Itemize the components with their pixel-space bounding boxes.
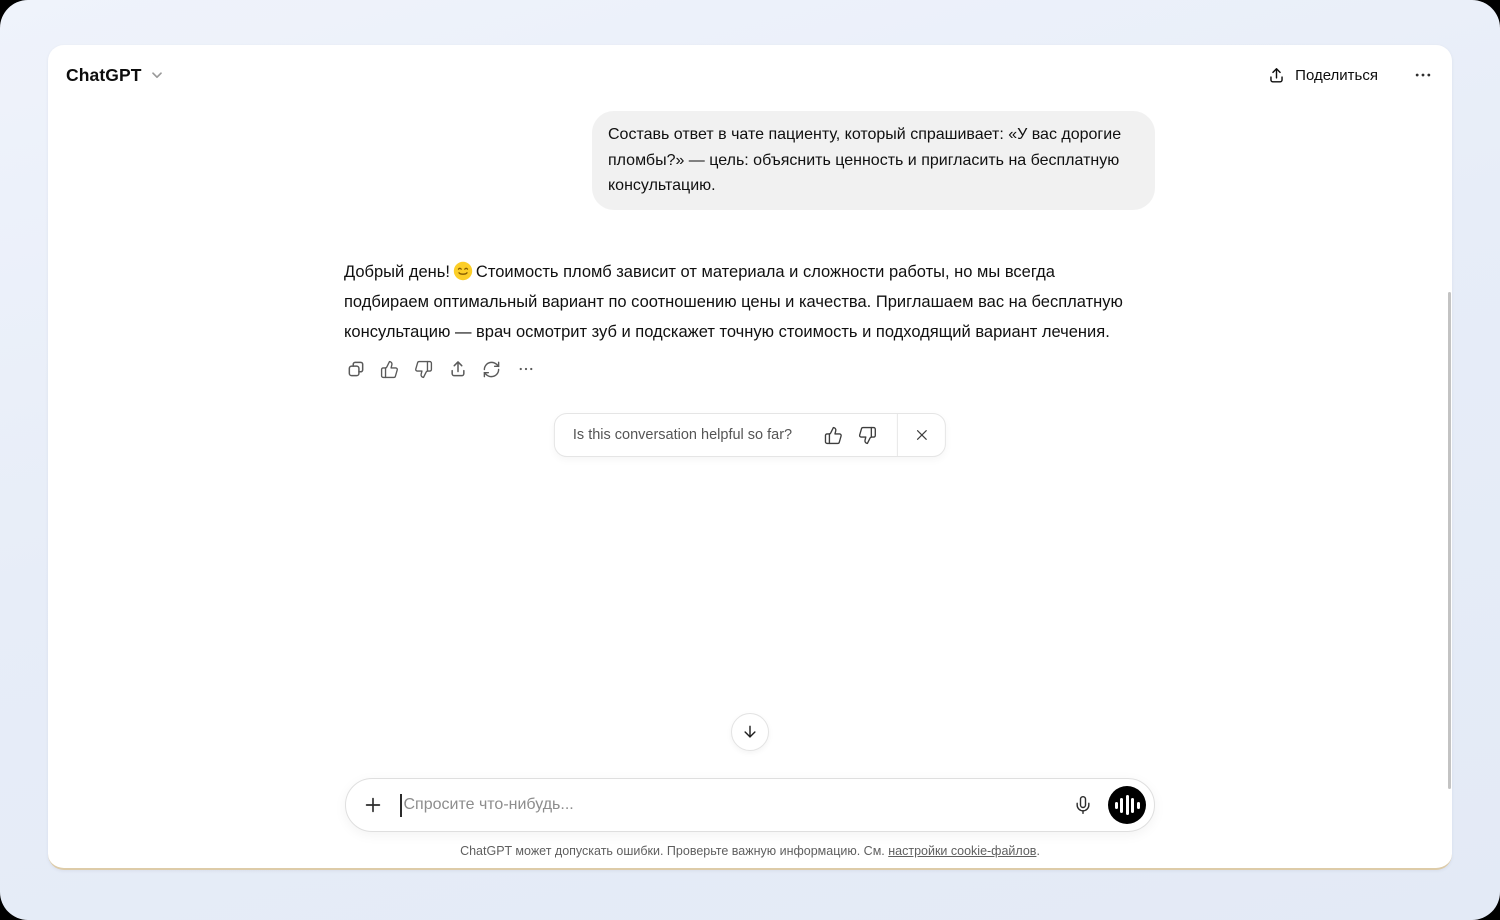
header-actions bbox=[1255, 58, 1442, 93]
thumbs-down-icon bbox=[414, 360, 433, 379]
plus-icon bbox=[362, 794, 384, 816]
microphone-icon bbox=[1073, 795, 1093, 815]
text-caret bbox=[400, 794, 402, 817]
regenerate-icon bbox=[482, 360, 501, 379]
waveform-icon bbox=[1120, 798, 1123, 813]
disclaimer-footer bbox=[48, 844, 1452, 858]
voice-mode-button[interactable] bbox=[1108, 786, 1146, 824]
close-icon bbox=[914, 427, 930, 443]
copy-button[interactable] bbox=[344, 357, 367, 381]
thumbs-down-icon bbox=[858, 426, 877, 445]
share-button-label: Поделиться bbox=[1295, 66, 1378, 84]
disclaimer-period: . bbox=[1036, 844, 1040, 858]
dictate-button[interactable] bbox=[1065, 787, 1101, 823]
assistant-message-line: консультацию — врач осмотрит зуб и подскажет точную стоимость и подходящий вариант лечения. bbox=[344, 323, 1110, 341]
upload-icon bbox=[448, 359, 468, 379]
waveform-icon bbox=[1115, 802, 1118, 809]
message-actions bbox=[344, 357, 537, 381]
ellipsis-icon bbox=[517, 360, 535, 378]
thumbs-up-icon bbox=[824, 426, 843, 445]
copy-icon bbox=[346, 359, 366, 379]
more-actions-button[interactable] bbox=[514, 357, 537, 381]
assistant-message-line bbox=[344, 257, 1156, 287]
feedback-bar bbox=[554, 413, 946, 457]
share-response-button[interactable] bbox=[446, 357, 469, 381]
assistant-message-line: подбираем оптимальный вариант по соотношению цены и качества. Приглашаем вас на бесплатную bbox=[344, 293, 1123, 311]
waveform-icon bbox=[1131, 798, 1134, 813]
arrow-down-icon bbox=[741, 723, 759, 741]
user-message-text: Составь ответ в чате пациенту, который спрашивает: «У вас дорогие пломбы?» — цель: объяснить ценность и пригласить на бесплатную консультацию. bbox=[608, 126, 1122, 194]
regenerate-button[interactable] bbox=[480, 357, 503, 381]
feedback-close-button[interactable] bbox=[898, 414, 945, 456]
scroll-to-bottom-button[interactable] bbox=[731, 713, 769, 751]
chevron-down-icon bbox=[149, 67, 165, 83]
smiling-face-emoji-icon bbox=[453, 261, 473, 281]
ellipsis-icon bbox=[1413, 65, 1433, 85]
attach-button[interactable] bbox=[355, 787, 391, 823]
feedback-thumbs-down-button[interactable] bbox=[850, 418, 884, 452]
scrollbar-thumb[interactable] bbox=[1448, 292, 1451, 789]
more-options-button[interactable] bbox=[1404, 58, 1442, 92]
assistant-greeting: Добрый день! bbox=[344, 263, 450, 281]
waveform-icon bbox=[1137, 802, 1140, 809]
chat-window bbox=[48, 45, 1452, 870]
share-icon bbox=[1267, 66, 1286, 85]
feedback-thumbs-up-button[interactable] bbox=[816, 418, 850, 452]
thumbs-down-button[interactable] bbox=[412, 357, 435, 381]
cookie-settings-link[interactable]: настройки cookie-файлов bbox=[888, 844, 1037, 858]
message-input[interactable] bbox=[404, 796, 1066, 814]
feedback-question: Is this conversation helpful so far? bbox=[572, 427, 793, 443]
assistant-text: Стоимость пломб зависит от материала и сложности работы, но мы всегда bbox=[475, 263, 1055, 281]
model-switcher[interactable] bbox=[58, 59, 173, 92]
share-button[interactable] bbox=[1255, 58, 1390, 93]
waveform-icon bbox=[1126, 795, 1129, 815]
user-message bbox=[592, 111, 1155, 210]
thumbs-up-button[interactable] bbox=[378, 357, 401, 381]
disclaimer-text: ChatGPT может допускать ошибки. Проверьте важную информацию. См. bbox=[460, 844, 889, 858]
app-title: ChatGPT bbox=[66, 64, 142, 85]
thumbs-up-icon bbox=[380, 360, 399, 379]
assistant-message bbox=[344, 257, 1156, 347]
composer bbox=[345, 778, 1155, 832]
